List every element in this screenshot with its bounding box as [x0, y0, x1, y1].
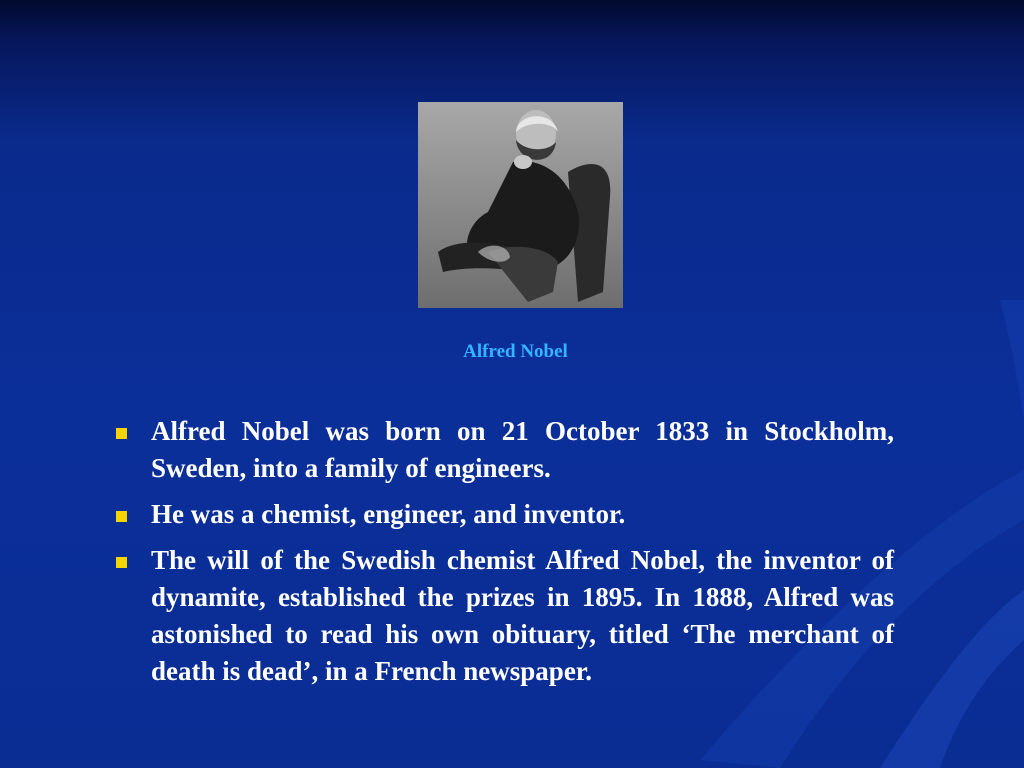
bullet-text: Alfred Nobel was born on 21 October 1833 in Stockholm, Sweden, into a family of engineers.	[151, 416, 894, 483]
square-bullet-icon	[116, 557, 127, 568]
portrait-caption: Alfred Nobel	[463, 341, 568, 362]
bullet-list	[114, 413, 894, 699]
square-bullet-icon	[116, 511, 127, 522]
bullet-text: The will of the Swedish chemist Alfred Nobel, the inventor of dynamite, established the prizes in 1895. In 1888, Alfred was astonished to read his own obituary, titled ‘The merchant of death is dead’, in a French newspaper.	[151, 545, 894, 686]
bullet-item	[114, 496, 894, 533]
bullet-item	[114, 413, 894, 487]
square-bullet-icon	[116, 428, 127, 439]
portrait-photo	[418, 102, 623, 308]
bullet-item	[114, 542, 894, 690]
bullet-text: He was a chemist, engineer, and inventor.	[151, 499, 626, 529]
